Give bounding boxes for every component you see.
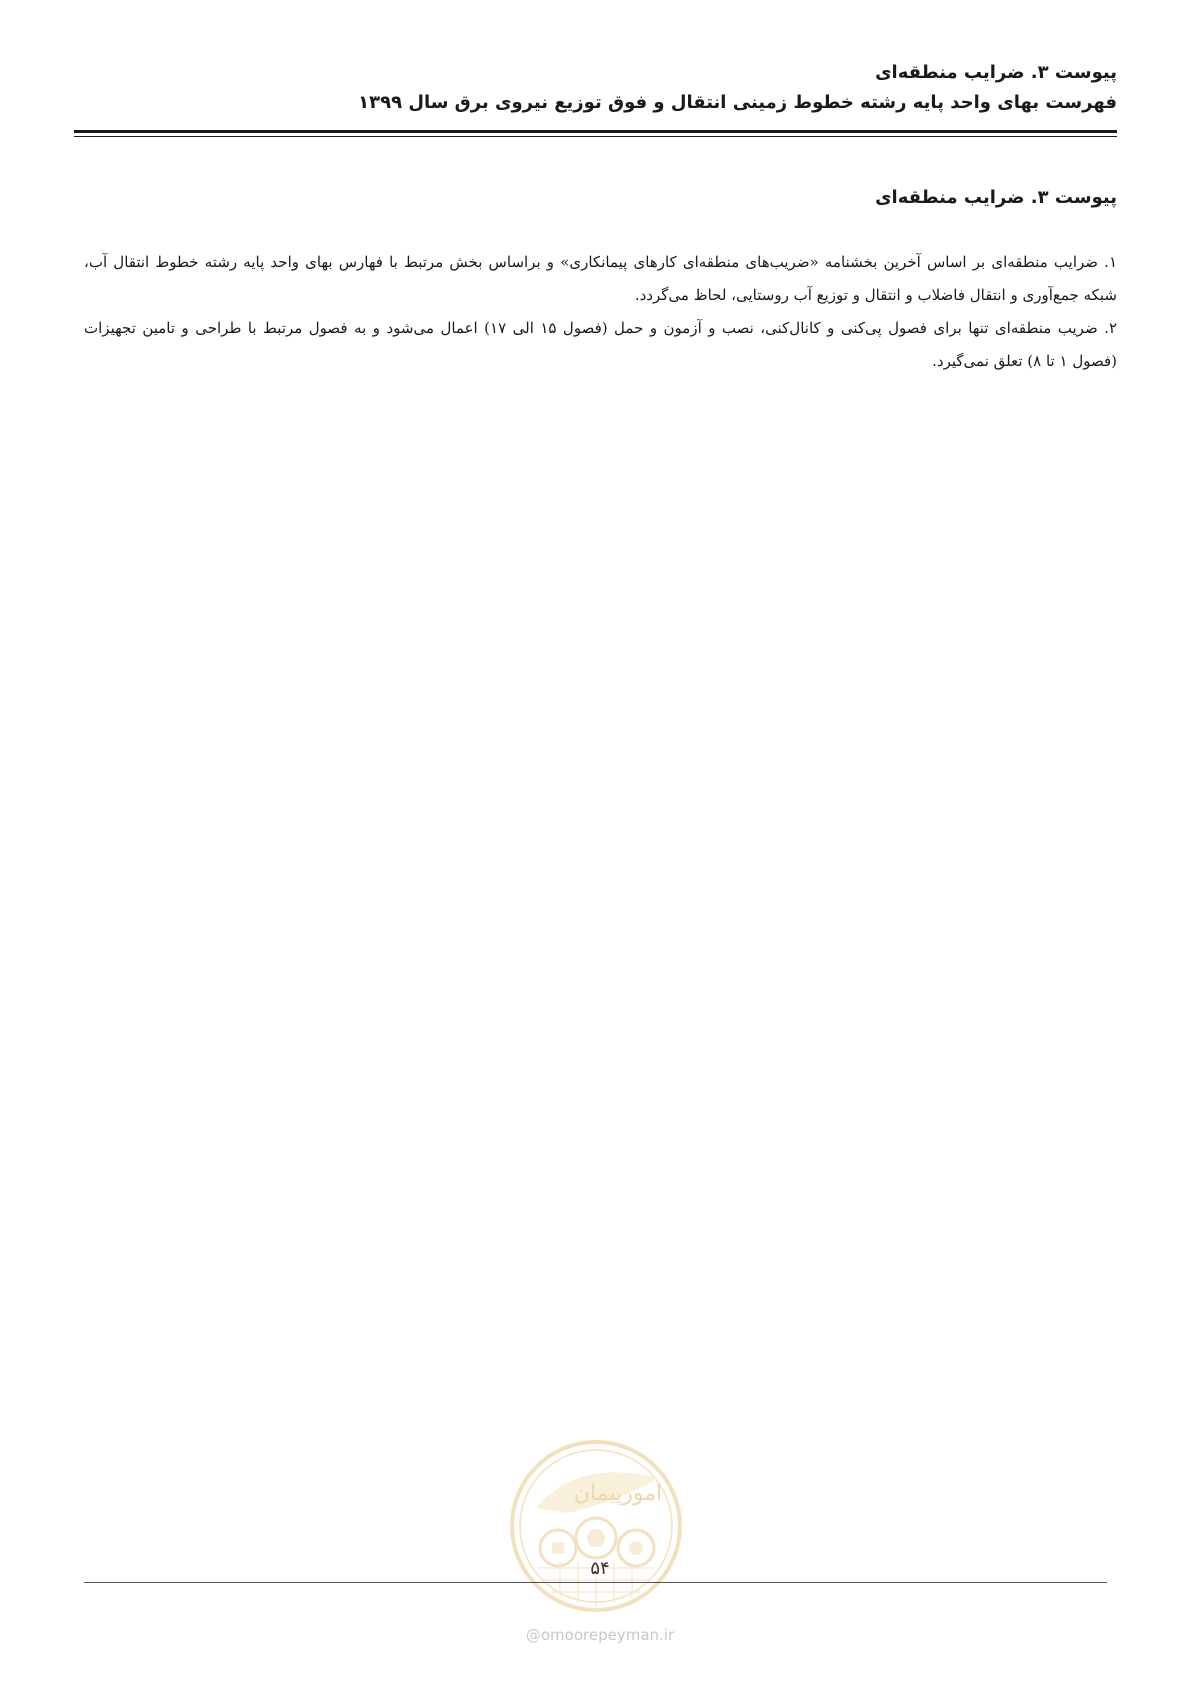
header-divider-thin xyxy=(74,136,1117,137)
footer-divider xyxy=(84,1582,1107,1583)
page-header xyxy=(74,58,1117,118)
section-title: پیوست ۳. ضرایب منطقه‌ای xyxy=(875,186,1117,208)
header-document-title: فهرست بهای واحد پایه رشته خطوط زمینی انتقال و فوق توزیع نیروی برق سال ۱۳۹۹ xyxy=(358,92,1117,113)
watermark-logo xyxy=(508,1438,684,1614)
body-text xyxy=(84,246,1117,378)
paragraph-2: ۲. ضریب منطقه‌ای تنها برای فصول پی‌کنی و کانال‌کنی، نصب و آزمون و حمل (فصول ۱۵ الی ۱۷) اعمال می‌شود و به فصول مرتبط با طراحی و تامین تجهیزات (فصول ۱ تا ۸) تعلق نمی‌گیرد. xyxy=(84,319,1117,370)
page-number: ۵۴ xyxy=(590,1558,610,1579)
paragraph-1: ۱. ضرایب منطقه‌ای بر اساس آخرین بخشنامه «ضریب‌های منطقه‌ای کارهای پیمانکاری» و براساس بخش مرتبط با فهارس بهای واحد پایه رشته خطوط انتقال آب، شبکه جمع‌آوری و انتقال فاضلاب و انتقال و توزیع آب روستایی، لحاظ می‌گردد. xyxy=(84,253,1117,304)
site-credit: @omoorepeyman.ir xyxy=(525,1626,675,1644)
header-appendix-title: پیوست ۳. ضرایب منطقه‌ای xyxy=(875,62,1117,83)
header-divider-thick xyxy=(74,130,1117,133)
watermark-text: امورپیمان xyxy=(573,1481,663,1506)
